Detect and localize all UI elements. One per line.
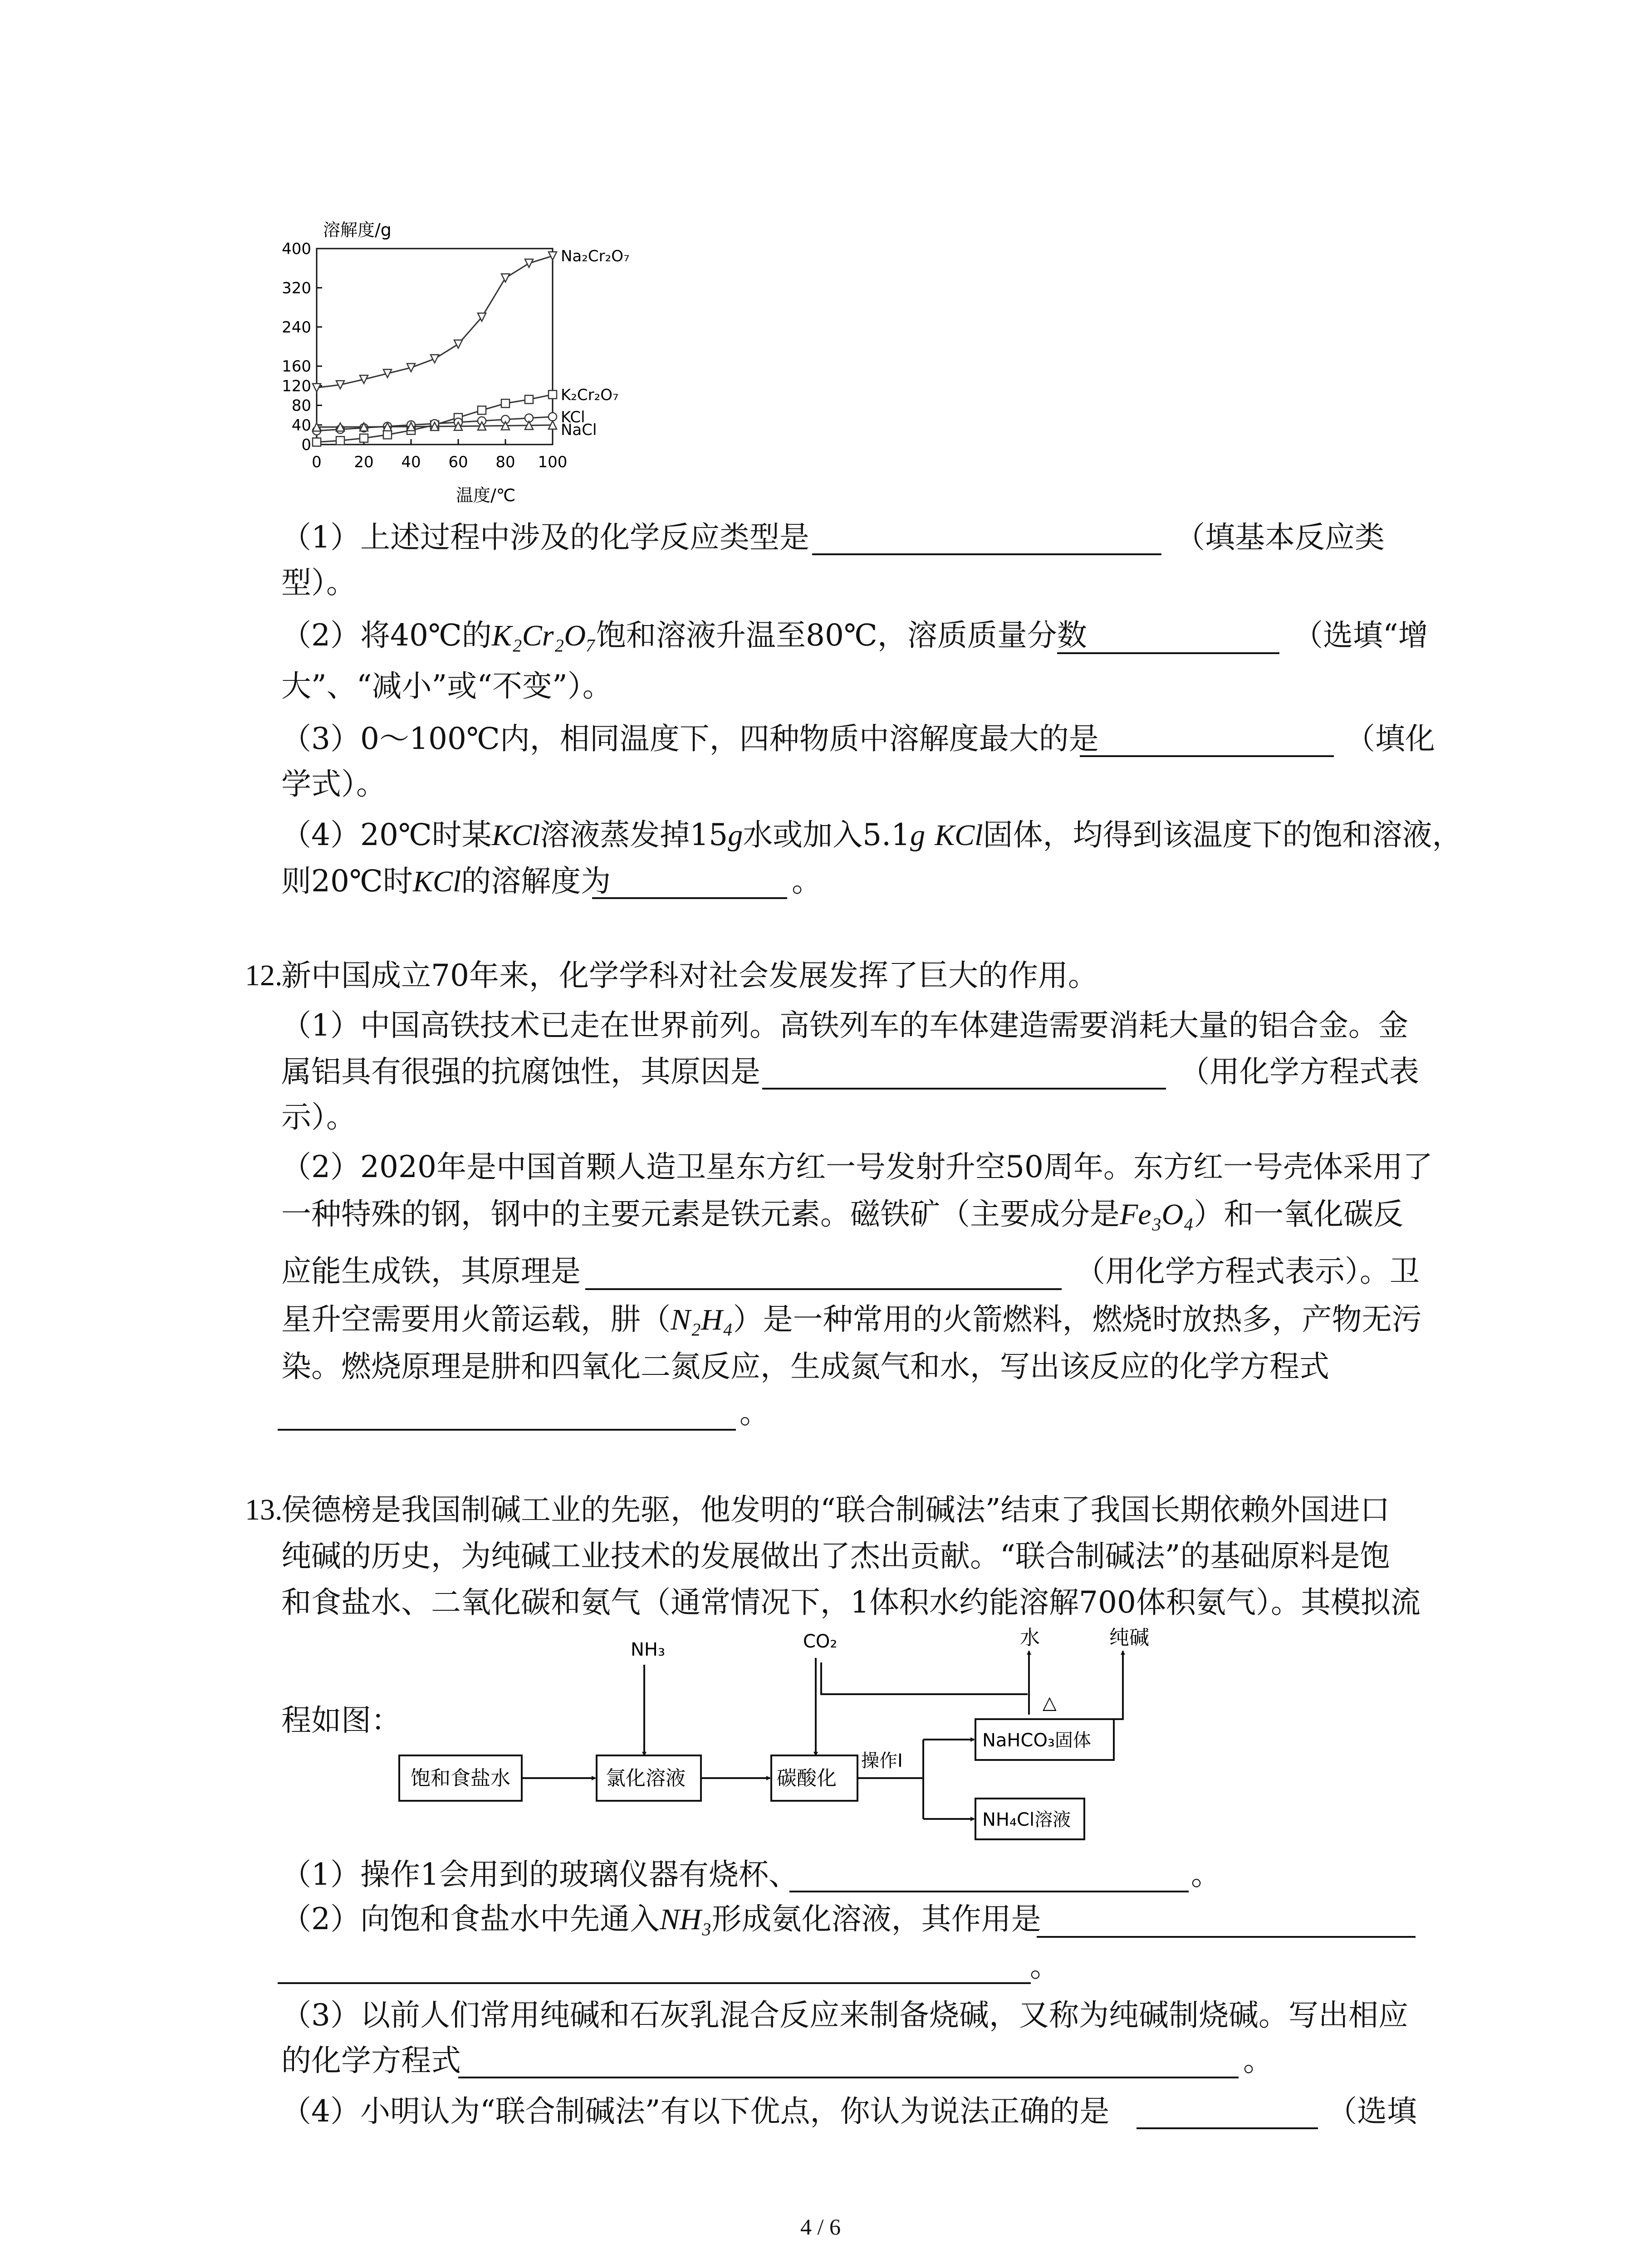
- y-tick-label: 120: [282, 377, 311, 396]
- q12-part2-line3: 应能生成铁，其原理是: [281, 1254, 581, 1289]
- flow-box-ammonia-label: 氯化溶液: [606, 1767, 686, 1790]
- q13-intro-line3: 和食盐水、二氧化碳和氨气（通常情况下，1体积水约能溶解700体积氨气）。其模拟流: [281, 1585, 1421, 1620]
- unit-g: g: [910, 819, 926, 852]
- q13-answer-blank-2b[interactable]: [278, 1982, 1031, 1984]
- chart-ylabel: 溶解度/g: [323, 220, 392, 240]
- q12-part2-hint: （用化学方程式表示）。卫: [1075, 1254, 1420, 1289]
- q12-number: 12.: [245, 959, 283, 992]
- q11-part4-end: 。: [792, 864, 822, 899]
- q13-intro-line4: 程如图：: [281, 1703, 401, 1738]
- y-tick-label: 320: [282, 279, 311, 298]
- q13-part2-end: 。: [1030, 1949, 1060, 1984]
- x-tick-label: 100: [538, 453, 568, 471]
- q13-part2-text-b: 形成氨化溶液，其作用是: [711, 1901, 1041, 1936]
- y-tick-label: 160: [282, 357, 311, 376]
- q12-part2-line1: （2）2020年是中国首颗人造卫星东方红一号发射升空50周年。东方红一号壳体采用了: [281, 1149, 1433, 1184]
- q13-answer-blank-2a[interactable]: [1037, 1936, 1416, 1938]
- q11-part4-text-f: 的溶解度为: [461, 864, 611, 899]
- formula-k2cr2o7: K₂Cr₂O₇: [491, 619, 597, 652]
- y-tick-label: 80: [291, 396, 311, 415]
- formula-kcl: KCl: [491, 819, 540, 852]
- x-tick-label: 60: [448, 453, 468, 471]
- q12-part2-text-g: ）是一种常用的火箭燃料，燃烧时放热多，产物无污: [733, 1302, 1422, 1337]
- x-tick-label: 20: [354, 453, 374, 471]
- q11-part4-text-c: 水或加入5.1: [743, 817, 911, 852]
- q12-part2-line5: 染。燃烧原理是肼和四氧化二氮反应，生成氮气和水，写出该反应的化学方程式: [281, 1349, 1329, 1384]
- q12-part1-line2: 属铝具有很强的抗腐蚀性，其原因是: [281, 1054, 760, 1089]
- flow-box-nahco3-label: NaHCO₃固体: [982, 1730, 1091, 1751]
- q13-part2-line1: [281, 1901, 1041, 1936]
- x-tick-label: 0: [312, 453, 322, 471]
- flow-operation-label: 操作Ⅰ: [861, 1750, 903, 1771]
- page-number: 4 / 6: [800, 2214, 841, 2239]
- flow-water-label: 水: [1020, 1626, 1040, 1649]
- q12-part1-line1: （1）中国高铁技术已走在世界前列。高铁列车的车体建造需要消耗大量的铝合金。金: [281, 1008, 1408, 1043]
- q11-part2-text-b: 饱和溶液升温至80℃，溶质质量分数: [596, 618, 1087, 653]
- q11-part1-hint: （填基本反应类: [1175, 520, 1385, 555]
- q11-part2-text-a: （2）将40℃的: [281, 618, 492, 653]
- q11-part4-text-e: 则20℃时: [281, 864, 413, 899]
- y-tick-label: 240: [282, 318, 311, 337]
- q12-part2-end: 。: [740, 1395, 769, 1430]
- formula-kcl: KCl: [935, 819, 983, 852]
- y-tick-label: 40: [291, 416, 311, 435]
- q13-intro-line2: 纯碱的历史，为纯碱工业技术的发展做出了杰出贡献。“联合制碱法”的基础原料是饱: [281, 1539, 1390, 1574]
- q13-answer-blank-4[interactable]: [1136, 2127, 1318, 2129]
- q12-part2-text-c: ）和一氧化碳反: [1194, 1197, 1404, 1232]
- q11-part1-text: （1）上述过程中涉及的化学反应类型是: [281, 520, 809, 555]
- q11-part4-text-b: 溶液蒸发掉15: [540, 817, 728, 852]
- q13-answer-blank-1[interactable]: [789, 1891, 1189, 1892]
- y-tick-label: 400: [282, 240, 311, 258]
- q12-part2-text-f: 星升空需要用火箭运载，肼（: [281, 1302, 671, 1337]
- q11-part2-line2: 大”、“减小”或“不变”）。: [281, 669, 612, 704]
- flow-co2-recycle-line: [821, 1662, 1028, 1694]
- q13-part3-line2: 的化学方程式: [281, 2043, 461, 2078]
- x-tick-label: 40: [401, 453, 421, 471]
- chart-xlabel: 温度/℃: [456, 485, 516, 505]
- unit-g: g: [728, 819, 743, 852]
- q13-part3-end: 。: [1243, 2043, 1273, 2078]
- flow-box-carbonation-label: 碳酸化: [777, 1767, 837, 1790]
- q11-part4-text-a: （4）20℃时某: [281, 817, 492, 852]
- q11-part4-text-d: 固体，均得到该温度下的饱和溶液，: [983, 817, 1462, 852]
- q11-part2-hint: （选填“增: [1293, 618, 1428, 653]
- flow-nh3-label: NH₃: [631, 1639, 666, 1660]
- q13-part4-hint: （选填: [1327, 2094, 1417, 2129]
- q13-part1-line: （1）操作1会用到的玻璃仪器有烧杯、: [281, 1857, 798, 1892]
- formula-fe3o4: Fe₃O₄: [1120, 1198, 1194, 1231]
- q12-intro: 新中国成立70年来，化学学科对社会发展发挥了巨大的作用。: [281, 958, 1098, 993]
- q12-part2-text-b: 一种特殊的钢，钢中的主要元素是铁元素。磁铁矿（主要成分是: [281, 1197, 1120, 1232]
- x-tick-label: 80: [495, 453, 515, 471]
- q13-answer-blank-3[interactable]: [458, 2077, 1239, 2078]
- q13-part1-end: 。: [1191, 1857, 1221, 1892]
- q13-number: 13.: [245, 1493, 283, 1526]
- formula-kcl: KCl: [412, 865, 461, 898]
- q13-intro-line1: 侯德榜是我国制碱工业的先驱，他发明的“联合制碱法”结束了我国长期依赖外国进口: [281, 1492, 1390, 1527]
- series-label: Na₂Cr₂O₇: [561, 247, 630, 266]
- q13-part2-text-a: （2）向饱和食盐水中先通入: [281, 1901, 660, 1936]
- flow-co2-label: CO₂: [803, 1631, 838, 1652]
- q11-part3-line2: 学式）。: [281, 767, 386, 802]
- formula-n2h4: N₂H₄: [671, 1303, 733, 1336]
- q12-part1-hint: （用化学方程式表: [1180, 1054, 1419, 1089]
- q13-part3-line1: （3）以前人们常用纯碱和石灰乳混合反应来制备烧碱，又称为纯碱制烧碱。写出相应: [281, 1998, 1408, 2033]
- y-tick-label: 0: [301, 436, 311, 454]
- flow-box-nh4cl-label: NH₄Cl溶液: [982, 1809, 1071, 1830]
- q11-part3-line1: （3）0～100℃内，相同温度下，四种物质中溶解度最大的是: [281, 721, 1099, 756]
- q11-part1-line2: 型）。: [281, 565, 356, 600]
- flow-heat-symbol: △: [1043, 1692, 1057, 1713]
- series-label: KCl: [561, 408, 585, 426]
- q13-part4-line1: （4）小明认为“联合制碱法”有以下优点，你认为说法正确的是: [281, 2094, 1110, 2129]
- q11-part3-hint: （填化: [1345, 721, 1435, 756]
- formula-nh3: NH₃: [660, 1903, 712, 1936]
- flow-soda-label: 纯碱: [1109, 1626, 1149, 1649]
- series-label: NaCl: [561, 421, 597, 440]
- q12-part1-line3: 示）。: [281, 1100, 356, 1134]
- flow-box-brine-label: 饱和食盐水: [411, 1767, 510, 1790]
- series-label: K₂Cr₂O₇: [561, 386, 619, 404]
